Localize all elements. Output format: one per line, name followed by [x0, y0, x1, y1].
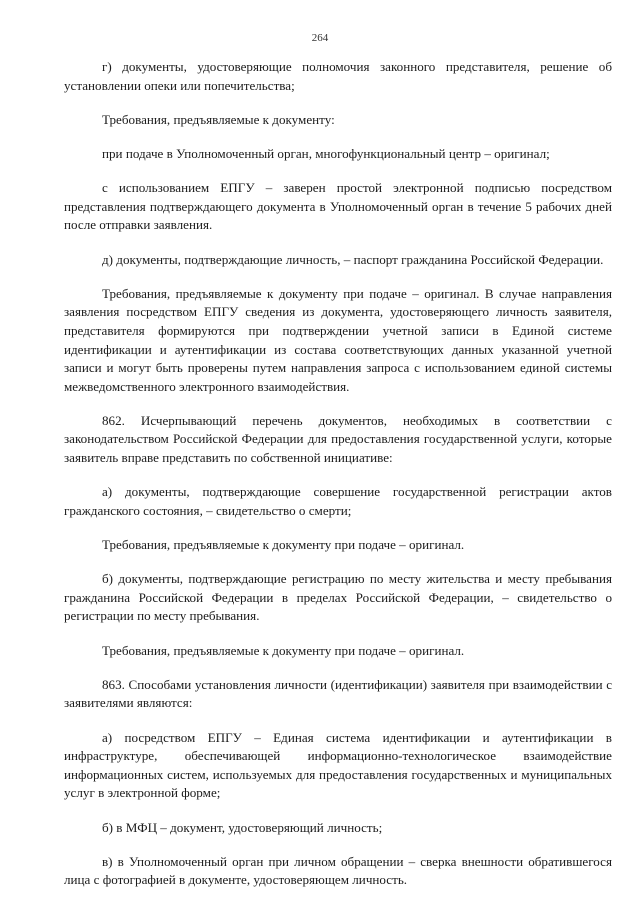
- paragraph-b-mfc: б) в МФЦ – документ, удостоверяющий личность;: [102, 819, 383, 835]
- paragraph-epgu-signature: с использованием ЕПГУ – заверен простой электронной подписью посредством представления подтверждающего документа в Уполномоченный орган в течение 5 рабочих дней после отправки заявления.: [64, 180, 612, 233]
- paragraph-a-epgu-identification: а) посредством ЕПГУ – Единая система идентификации и аутентификации в инфраструктуре, обеспечивающей информационно-технологическое взаимодействие информационных систем, используемых для предоставления государственных и муниципальных услуг в электронной форме;: [64, 729, 612, 801]
- paragraph-v-authorized-body: в) в Уполномоченный орган при личном обращении – сверка внешности обратившегося лица с фотографией в документе, удостоверяющем личность.: [64, 853, 612, 888]
- page-number: 264: [311, 32, 329, 44]
- paragraph-g-representative-documents: г) документы, удостоверяющие полномочия законного представителя, решение об установлении опеки или попечительства;: [64, 59, 612, 93]
- paragraph-862: 862. Исчерпывающий перечень документов, необходимых в соответствии с законодательством Российской Федерации для предоставления государственной услуги, которые заявитель вправе представить по собственной инициативе:: [64, 412, 612, 466]
- paragraph-identity-requirements: Требования, предъявляемые к документу при подаче – оригинал. В случае направления заявления посредством ЕПГУ сведения из документа, удостоверяющего личность заявителя, представителя формируются при подтверждении учетной записи в Единой системе идентификации и аутентификации из состава соответствующих данных указанной учетной записи и могут быть проверены путем направления запроса с использованием единой системы межведомственного электронного взаимодействия.: [64, 285, 612, 394]
- paragraph-863: 863. Способами установления личности (идентификации) заявителя при взаимодействии с заявителями являются:: [64, 676, 612, 711]
- paragraph-d-identity-documents: д) документы, подтверждающие личность, – паспорт гражданина Российской Федерации.: [102, 251, 604, 267]
- paragraph-requirements-original-2: Требования, предъявляемые к документу при подаче – оригинал.: [102, 642, 465, 658]
- paragraph-b-residence-registration: б) документы, подтверждающие регистрацию по месту жительства и месту пребывания гражданина Российской Федерации в пределах Российской Федерации, – свидетельство о регистрации по месту пребывания.: [64, 571, 612, 624]
- paragraph-a-registration-acts: а) документы, подтверждающие совершение государственной регистрации актов гражданского состояния, – свидетельство о смерти;: [64, 484, 612, 518]
- paragraph-requirements-original-1: Требования, предъявляемые к документу при подаче – оригинал.: [102, 537, 465, 553]
- paragraph-submission-original: при подаче в Уполномоченный орган, многофункциональный центр – оригинал;: [102, 145, 550, 161]
- document-body: [64, 58, 612, 906]
- paragraph-requirements-heading: Требования, предъявляемые к документу:: [102, 111, 335, 127]
